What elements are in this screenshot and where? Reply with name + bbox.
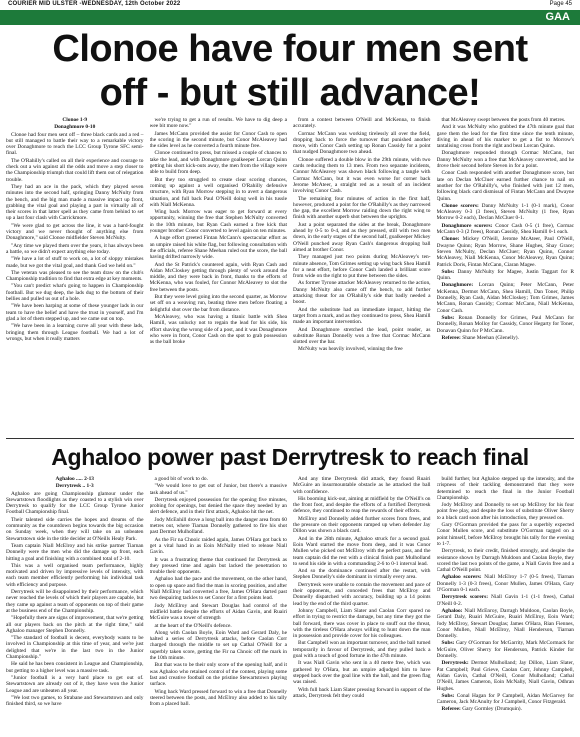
story2-headline: Aghaloo power past Derrytresk to reach final [51, 444, 529, 470]
team-line-label: Subs: [441, 692, 455, 699]
team-line-text: Shane Meehan (Glenelly). [460, 334, 519, 341]
team-line-label: Derrytresk scorers: [441, 594, 489, 601]
team-line-label: Subs: [441, 314, 455, 321]
team-line [437, 640, 575, 659]
paragraph: As former Tyrone attacker McAleavey returned to the action, Danny McNulty also came off the bench, to add further attacking threat for an O'Rahilly's side that badly needed a boost. [293, 280, 431, 306]
paragraph: "We have been harping at some of these younger lads in our team to have the belief and have the trust in yourself, and I'm glad a lot of them stepped up, and we came out on top. [6, 303, 144, 322]
paragraph: And it was McNulty who grabbed the 47th minute goal that gave them the lead for the first time since the tenth minute, diving in ahead of his marker to get a fist to Morrow's tantalising cross from the right and beat Lorcan Quinn. [436, 124, 574, 150]
team-line-text: Niall McElroy 1-7 (0-5 frees), Tiarnan Donnelly 1-3 (0-3 frees), Conor Mullen, James O'Hara, Gary O'Gorman 0-1 each. [436, 574, 574, 594]
story1-body [6, 117, 574, 435]
page-header [0, 0, 580, 10]
story2-col3-text [293, 476, 431, 699]
story2-body [6, 476, 574, 734]
story2-score-home: Aghaloo ..... 2-13 [55, 476, 94, 482]
paragraph: Conor Cash responded with another Donaghmore score, but late on Declan McCluer earned further chance to nail on another for the O'Rahilly's, who finished with just 12 men, following black card dismissal of Fintan McCann and Dwayne Quinn. [436, 170, 574, 202]
section-label: GAA [545, 11, 570, 23]
story2-col2-text [150, 476, 288, 707]
team-line [437, 269, 575, 282]
team-line-text: Lorcan Quinn; Peter McCann, Peter McKenna, Dermot McCann, Shea Hamill, Dan Toner, Philip Donnelly, Ryan Cash, Aidan McCloskey; Tom Grimes, James McCann, Ronan Cassidy; Cormac McCann, Niall McKenna, Conor Cash. [436, 282, 574, 314]
paragraph: "We were glad to get across the line, it was a hard-fought victory and we never thought of anything else from Donaghmore," said Clonoe midfielder Steven McNulty. [6, 222, 144, 242]
paragraph: Wing back Ward pressed forward to win a free that Donnelly steered between the posts, and McElroy also added to his tally from a placed ball. [149, 688, 287, 708]
paragraph: And the substitute had an immediate impact, hitting the target from a mark, and as they continued to press, Shea Hamill made an important intervention. [293, 306, 431, 326]
team-line-text: Conor Cash 0-5 (1 free), Cormac McCann 0-3 (2 frees), Ronan Cassidy, Shea Hamill 0-1 each. [436, 222, 574, 236]
paragraph: With full back Liam Slater pressing forward in support of the attack, Derrytresk felt they could [293, 686, 431, 699]
team-line-label: Aghaloo: [441, 607, 463, 614]
team-line [437, 693, 575, 706]
paragraph: from a contest between O'Neill and McKenna, to finish accurately. [293, 117, 431, 130]
team-line-label: Derrytresk: [441, 660, 469, 667]
story1-score-away: Donaghmore 0-10 [54, 124, 96, 131]
paragraph: But Campbell won an important turnover, and the ball turned temporarily in favour of Derrytresk, and they pulled back a goal with a touch of good fortune in the 47th minute. [293, 640, 431, 660]
team-line [437, 594, 575, 607]
paragraph: But they were level going into the second quarter, as Morrow set off on a weaving run, beating three men before floating a delightful shot over the bar from distance. [149, 294, 287, 313]
story2-column-4 [437, 476, 575, 734]
team-line-label: Aghaloo scorers: [441, 574, 482, 581]
paragraph: James McCann provided the assist for Conor Cash to open the scoring in the second minute, but Conor McAleavey had the sides level as he converted a fourth minute free. [149, 130, 287, 150]
paragraph: we're trying to get a run of results. We have to dig deep a wee bit more now." [149, 117, 287, 130]
paragraph: As the Fir na Chnoic raided again, James O'Hara got back to get a vital hand in as Eoin McNally tried to release Niall Gavin. [149, 536, 287, 556]
team-line-label: Donaghmore: [441, 282, 474, 289]
paragraph: Their talented side carries the hopes and dreams of the community as the countdown begins towards the big occasion on Sunday week, when they will take on an unbeaten Stewartstown side in the title decider at O'Neills Healy Park. [6, 516, 144, 542]
paragraph: Gary O'Gorman provided the pass for a superbly expected Conor Mullen score, and substitute O'Gorman tagged on a point himself, before McElroy brought his tally for the evening to 1-7. [436, 522, 574, 547]
paragraph: Jody McElroy and Donnelly to set up McElroy for his four point free play, and despite the loss of substitute Oliver Sherry to a black card soon after his introduction, they pressed on. [436, 502, 574, 521]
paragraph: A huge effort greeted Fintan McCann's spectacular effort as an umpire raised his white flag, but following consultation with the officials, referee Shane Meehan ruled out the score, the ball having drifted narrowly wide. [149, 235, 287, 261]
story2-score-away: Derrytresk .. 1-3 [55, 483, 94, 490]
team-line-label: Subs: [441, 268, 455, 275]
paragraph: Clonoe had four men sent off – three black cards and a red – but still managed to battle their way to a remarkable victory over Donaghmore to reach the LCC Group Tyrone SFC semi-final. [6, 131, 144, 157]
paragraph: Jody McElroy and Stewart Douglas had control of the midfield battle despite the efforts of Aidan Gavin, and Ruairi McGuire was a tower of strength [149, 602, 287, 622]
paragraph: "Any time we played them over the years, it has always been a battle, so we didn't expect anything else today. [6, 242, 144, 255]
story1-score-home: Clonoe 1-9 [62, 117, 88, 123]
paragraph: that McAleavey swept between the posts from 40 metres. [441, 117, 566, 123]
story1-col2-text [150, 117, 288, 345]
paragraph: And Donaghmore stretched the lead, point reader, as substitute Ronan Donnelly won a free that Cormac McCann slotted over the bar. [293, 326, 431, 346]
team-line-text: Conal Hagan for P Campbell, Aidan McGarvey for Cameron, Jack McAnulty for J Campbell, Conor Fitzgerald. [436, 692, 574, 706]
story1-headline-line1: Clonoe have four men sent [52, 28, 528, 70]
paragraph: Wing back Morrow was eager to get forward at every opportunity, winning the free that Stephen McNulty converted in the 10th minute, but Ryan Cash earned a free kick that younger brother Conor converted to level again on ten minutes. [149, 209, 287, 235]
paragraph: Along with Caolan Boyle, Eoin Ward and Gerard Daly, he halted a series of Derrytresk attacks, before Caolan Corr charged through the middle to set up Cathal O'Neill for a superbly taken score, getting the Fir na Chnoic off the mark in the 10th minute. [149, 629, 287, 662]
paragraph: This was a well organised team performance, highly motivated and driven by impressive levels of intensity, with each team member efficiently performing his individual task with efficiency and purpose. [6, 562, 144, 588]
team-line-text: Danny McNulty 1-1 (0-1 mark), Conor McAleavey 0-3 (3 frees), Steven McNulty (1 free, Ryan Morrow 0-2 each), Declan McCluer 0-1. [436, 202, 574, 222]
team-line-label: Clonoe: [441, 236, 460, 243]
team-line [437, 315, 575, 334]
story1-headline-line2: off - but still advance! [99, 72, 481, 114]
story1-column-4 [437, 117, 575, 435]
story2-column-3 [293, 476, 431, 734]
story1-column-2 [150, 117, 288, 435]
paragraph: "Junior football is a very hard place to get out of. Stewartstown are already out of it, they have won the Junior League and are unbeaten all year. [6, 674, 144, 694]
team-line [437, 574, 575, 593]
paragraph: Derrytresk enjoyed possession for the opening five minutes, probing for openings, but denied the space they needed by an alert defence, and in their first attack, Aghaloo hit the net. [149, 496, 287, 516]
paragraph: Team captain Niall McElroy and his strike partner Tiarnan Donnelly were the men who did the damage up front, each hitting a goal and finishing with a combined total of 2-10. [6, 542, 144, 562]
team-line-text: Dermot Mulholland; Jay Dillon, Liam Slater, Pat Campbell; Paul Grieve, Caolan Corr, Johnny Campbell, Aidan Gavin, Cathal O'Neill, Conor Mulholland; Cathal O'Neill, James Cameron, Eoin McNally, Niall Gavin, Odhran Hughes. [436, 660, 574, 692]
team-line-text: Mickey O'Neill, Jerome McAteer, Paul O'Neill, Dwayne Quinn; Ryan Morrow, Shane Hughes, Shay Grace; Steven McNulty, Declan McCluer; Ryan Quinn, Connor McAleavey, Niall McKenna, Conor McAleavey, Ryan Quinn; Patrick Doris, Fintan McCann, Ciaran Magee. [436, 236, 574, 268]
paragraph: Clonoe continued to press, but missed a couple of chances to take the lead, and with Donaghmore goalkeeper Lorcan Quinn getting his short kick-outs away, the men from the village were able to build from deep. [149, 150, 287, 176]
paragraph: McElroy and Donnelly added further scores from frees, and the pressure on their opponents ramped up when defender Jay Dillon was shown a black card. [293, 515, 431, 535]
story1-col4-text [437, 117, 575, 202]
paragraph: He said he has been consistent in League and Championship, but getting to a higher level was a massive task. [6, 661, 144, 674]
team-line-text: Gary Gormley (Drumquin). [460, 706, 522, 713]
team-line-label: Clonoe scorers: [441, 202, 479, 209]
paragraph: a good bit of work to do. [154, 476, 208, 482]
paragraph: Aghaloo had the pace and the movement, on the other hand, to open up space and find the man in scoring position, and after Niall McElroy had converted a free, James O'Hara darted past two despairing tackles to set Conor for a first points lead. [149, 576, 287, 602]
paragraph: But that was to be their only score of the opening half, and it was Aghaloo who retained control of the contest, playing some fast and creative football on the pristine Stewartstown playing surface. [149, 662, 287, 688]
story2-scorers [437, 574, 575, 712]
team-line [437, 660, 575, 691]
team-line [437, 608, 575, 639]
paragraph: Just a point separated the sides at the break, Donaghmore ahead by 0-5 to 0-4, and as they pressed, still with two men down, in the early stages of the second half, goalkeeper Mickey O'Neill punched away Ryan Cash's dangerous dropping ball aimed at brother Conor. [293, 221, 431, 253]
story1-column-3 [293, 117, 431, 435]
paragraph: His booming kick-out, aiming at midfield by the O'Neill's on the front foot, and despite the efforts of a fortified Derrytresk defence, they continued to reap the rewards of their efforts. [293, 495, 431, 515]
team-line-text: Gary O'Gorman for McGarrity, Mark McCormack for McGuire, Oliver Sherry for Henderson, Patrick Kinder for Donnelly. [436, 640, 574, 660]
paragraph: They managed just two points during McAleavey's ten-minute absence, Tom Grimes setting up wing back Shea Hamill for a neat effort, before Conor Cash landed a brilliant score from wide on the right to put three between the sides. [293, 254, 431, 280]
story1-scorers [437, 203, 575, 341]
paragraph: The remaining four minutes of action in the first half, however, produced a point for the O'Rahilly's as they narrowed the gap, the excellent Morrow raiding down the right wing to finish with another superb shot between the uprights. [293, 195, 431, 221]
paragraph: "We have been in a learning curve all year with these lads, bringing them through League football. We had a lot of wrongs, but when it really matters [6, 323, 144, 342]
team-line-label: Donaghmore scorers: [441, 222, 493, 229]
story1-col3-text [293, 117, 431, 353]
story1-headline [0, 27, 580, 115]
story1-col1-text [6, 132, 144, 343]
team-line-text: Niall Gavin 1-1 (1-1 frees), Cathal O'Neill 0-2. [436, 594, 574, 607]
paragraph: And in the 28th minute, Aghaloo struck for a second goal. Eoin Ward started the move from deep, and it was Conor Mullen who picked out McElroy with the perfect pass, and the team captain did the rest with a clinical finish past Mulholland to send his side in with a commanding 2-6 to 0-1 interval lead. [293, 535, 431, 567]
paragraph: McNulty was heavily involved, winning the free [298, 346, 403, 353]
paragraph: The veteran was pleased to see the team draw on the club's Championship tradition to find that extra edge at key moments. [6, 269, 144, 283]
paragraph: build further, but Aghaloo stepped up the intensity, and the crispness of their tackling demonstrated that they were determined to reach the final in the Junior Football Championship. [436, 476, 574, 501]
story2-col4-text [437, 476, 575, 573]
story2-col1-text [6, 491, 144, 708]
paragraph: And so the dominance continued after the restart, with Stephen Donnelly's side dominant in virtually every area. [293, 568, 431, 581]
paragraph: Cormac McCann was working tirelessly all over the field, dropping back to force the turnover that punished another move, with Conor Cash setting up Ronan Cassidy for a point that nudged Donaghmore two ahead. [293, 130, 431, 156]
paragraph: Derrytresk, to their credit, finished strongly, and despite the resistance shown by Darragh Muldoon and Caolan Boyle, they scored the last two points of the game, a Niall Gavin free and a Cathal O'Neill point. [436, 548, 574, 574]
story2-column-2 [150, 476, 288, 734]
publication-line: COURIER MID ULSTER -WEDNESDAY, 12th October 2022 [8, 1, 181, 7]
team-line-label: Subs: [441, 640, 455, 647]
story-divider [6, 438, 574, 439]
story1-column-1 [6, 117, 144, 435]
paragraph: And any time Derrytresk did attack, they found Ruairi McGuire an insurmountable obstacle as he attacked the ball with confidence. [293, 476, 431, 495]
page-number: Page 45 [549, 1, 572, 7]
paragraph: at the heart of the O'Neill's defence. [154, 622, 232, 629]
team-line [437, 236, 575, 267]
paragraph: "Hopefully there are signs of improvement, that we're getting all our players back on the pitch at the right time," said Aghaloo manager Stephen Donnelly. [6, 615, 144, 634]
team-line [437, 203, 575, 222]
story2-column-1 [6, 476, 144, 734]
team-line [437, 223, 575, 236]
paragraph: But they too struggled to create clear scoring chances, coming up against a well organised O'Rahilly defensive structure, with Ryan Morrow stepping in to avert a dangerous situation, and full back Paul O'Neill doing well in his tussle with Niall McKenna. [149, 176, 287, 208]
paragraph: The O'Rahilly's called on all their experience and courage to check out a win against all the odds and move a step closer to the Championship triumph that could lift them out of relegation trouble. [6, 157, 144, 183]
paragraph: "We have a lot of stuff to work on, a lot of sloppy mistakes made, but we got the vital goal, and thank God we held on." [6, 256, 144, 269]
paragraph: "We would love to get out of Junior, but there's a massive task ahead of us." [149, 483, 287, 496]
paragraph: Derrytresk will be disappointed by their performance, which never reached the levels of which their players are capable, but they came up against a team of opponents on top of their game at the business end of the Championship. [6, 589, 144, 614]
team-line-label: Referee: [441, 706, 461, 713]
section-banner [0, 10, 580, 25]
paragraph: Derrytresk were unable to contain the movement and pace of their opponents, and conceded frees that McElroy and Donnelly dispatched with accuracy, building up a 14 points lead by the end of the third quarter. [293, 581, 431, 607]
paragraph: "You can't predict what's going to happen in Championship football. But we dug deep, the lads dug to the bottom of their bellies and pulled us out of a hole. [6, 283, 144, 303]
team-line [437, 706, 575, 712]
paragraph: "The standard of football is decent, everybody wants to be involved in Championship at this time of year, and we're just delighted that we're in the last two in the Junior Championship." [6, 635, 144, 661]
paragraph: Aghaloo are going Championship glamour under the Stewartstown floodlights as they coasted to a stylish win over Derrytresk to qualify for the LCC Group Tyrone Junior Football Championship final. [6, 490, 144, 516]
team-line-label: Referee: [441, 334, 461, 341]
team-line [437, 335, 575, 341]
team-line-text: Niall McEnroy, Darragh Muldoon, Caolan Boyle, Gerard Daly, Ruairi McGuire, Ruairi McElroy, Eoin Ward; Jody McElroy, Stewart Douglas; James O'Hara, Rian Fiennes, Conor Mullen, Niall McElroy, Niall Henderson, Tiarnan Donnelly. [436, 607, 574, 640]
paragraph: They had an ace in the pack, which they played seven minutes into the second half, springing Danny McNulty from the bench, and the big man made a massive impact up front, grabbing the vital goal and playing a part in virtually all of their scores in that latter spell as they came from behind to set up a last four clash with Carrickmore. [6, 183, 144, 222]
paragraph: "We lost two games, to Strabane and Stewartstown and only finished third, so we have [6, 694, 144, 708]
paragraph: And the St Patrick's countered again, with Ryan Cash and Aidan McCloskey getting through plenty of work around the middle, and they were back in front, thanks to the efforts of McKenna, who was fouled, for Connor McAleavey to slot the free between the posts. [149, 261, 287, 293]
paragraph: It was Niall Gavin who sent in a 40 metre free, which was gathered by O'Hara, but an umpire adjudged him to have stepped back over the goal line with the ball, and the green flag was raised. [293, 660, 431, 686]
paragraph: Clonoe suffered a double blow in the 29th minute, with two cards reducing them to 13 men. From two separate incidents, Connor McAleavey was shown black following a tangle with Cormac McCann, but it was even worse for corner back Jerome McAteer, a straight red as a result of an incident involving Conor Cash. [293, 156, 431, 195]
paragraph: Jody McEnhill drove a long ball into the danger area from 60 metres out, where Tiarnan Donnelly gathered to fire his shot past Dermot Mulholland. [149, 516, 287, 536]
paragraph: McAleavey, who was having a titanic battle with Shea Hamill, was unlucky not to regain the lead for his side, his effort shaving the wrong side of a post, and it was Donaghmore who were in front, Conor Cash on the spot to grab possession as the ball broke [149, 313, 287, 346]
team-line-text: Danny McNulty for Magee, Justin Taggart for R Quinn. [436, 268, 574, 282]
team-line-text: Ronan Donnelly for Grimes, Paul McCann for Donnelly, Ronan Molloy for Cassidy, Conor Hegarty for Toner, Donavan Quinn for P McCann. [436, 314, 574, 334]
team-line [437, 282, 575, 313]
paragraph: Donaghmore responded through Cormac McCann, but Danny McNulty won a free that McAleavey converted, and he drove their second before Steven in for a point. [436, 150, 574, 170]
paragraph: It was a frustrating theme that continued for Derrytresk as they pressed time and again but lacked the penetration to trouble their opponents. [149, 556, 287, 576]
paragraph: Johnny Campbell, Liam Slater and Caolan Corr spared no effort in trying to restrict the damage, but any time they got the ball forward, there was cover in place to snuff out the threat, with the tireless O'Hara always willing to hunt down the man in possession and provide cover for his colleagues. [293, 607, 431, 640]
